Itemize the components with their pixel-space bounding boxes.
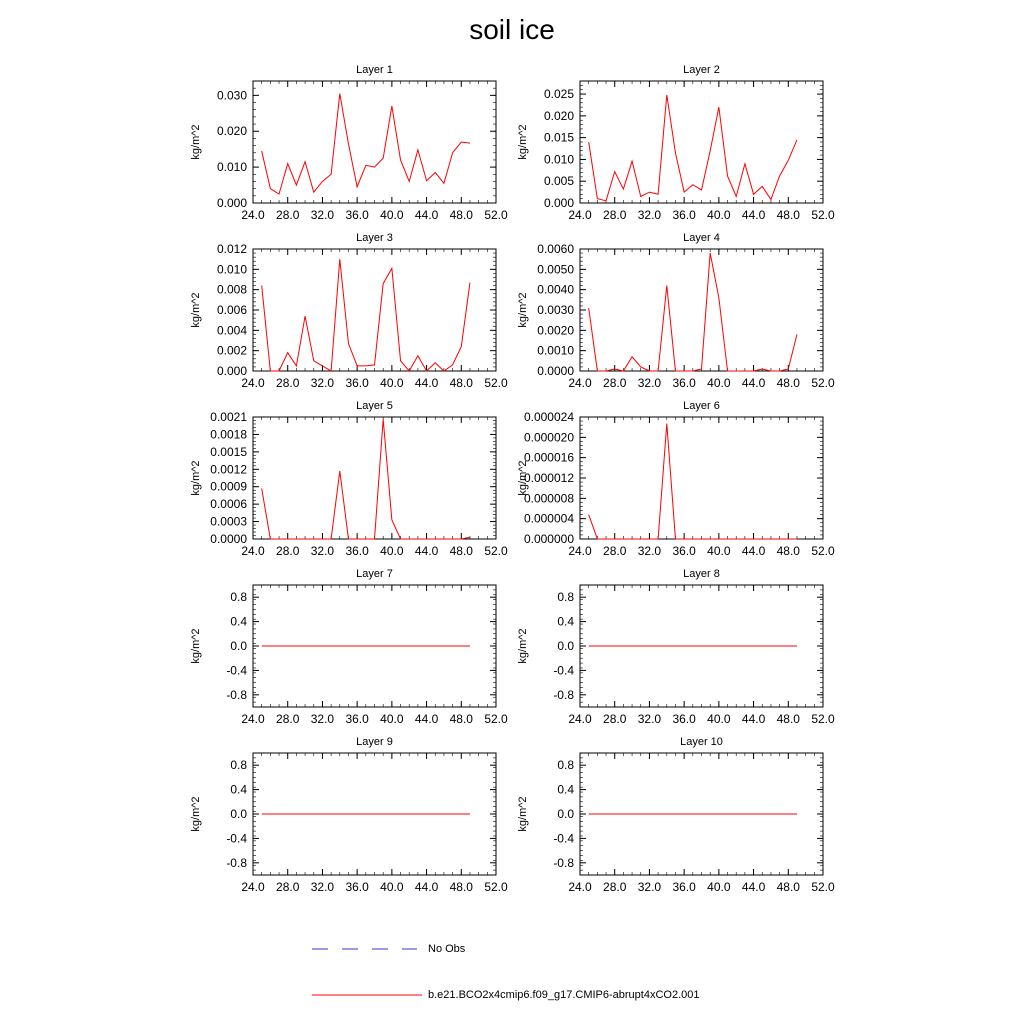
y-tick-label: 0.0000 bbox=[537, 364, 574, 378]
y-tick-label: 0.010 bbox=[543, 152, 574, 167]
y-tick-label: -0.8 bbox=[226, 855, 247, 870]
x-tick-label: 40.0 bbox=[380, 376, 404, 390]
y-tick-label: 0.006 bbox=[216, 303, 247, 317]
y-tick-label: 0.0 bbox=[557, 807, 574, 821]
x-tick-label: 36.0 bbox=[672, 376, 696, 390]
x-tick-label: 24.0 bbox=[568, 376, 592, 390]
x-tick-label: 24.0 bbox=[241, 712, 265, 726]
x-tick-label: 36.0 bbox=[672, 544, 696, 558]
x-tick-label: 28.0 bbox=[276, 544, 300, 558]
x-tick-label: 32.0 bbox=[637, 544, 662, 558]
x-tick-label: 24.0 bbox=[568, 208, 592, 222]
chart-layer-1 bbox=[190, 64, 508, 222]
x-tick-label: 40.0 bbox=[707, 376, 731, 390]
y-tick-label: 0.0020 bbox=[537, 323, 574, 338]
x-tick-label: 24.0 bbox=[241, 544, 265, 558]
x-tick-label: 44.0 bbox=[741, 880, 766, 894]
x-tick-label: 36.0 bbox=[345, 544, 369, 558]
y-tick-label: 0.0006 bbox=[210, 497, 247, 512]
chart-title: Layer 9 bbox=[356, 736, 393, 748]
chart-title: Layer 6 bbox=[683, 400, 720, 412]
y-tick-label: 0.4 bbox=[230, 614, 247, 629]
y-tick-label: 0.020 bbox=[216, 124, 247, 139]
x-tick-label: 48.0 bbox=[776, 376, 800, 390]
x-tick-label: 44.0 bbox=[414, 712, 439, 726]
chart-title: Layer 2 bbox=[683, 64, 720, 76]
y-tick-label: -0.4 bbox=[226, 663, 247, 678]
plot-frame bbox=[253, 249, 496, 371]
y-tick-label: 0.000000 bbox=[523, 532, 574, 546]
y-axis-label: kg/m^2 bbox=[190, 460, 202, 496]
y-tick-label: 0.000024 bbox=[523, 410, 574, 424]
y-tick-label: 0.012 bbox=[216, 242, 247, 256]
x-tick-label: 52.0 bbox=[484, 880, 508, 894]
x-tick-label: 40.0 bbox=[707, 208, 731, 222]
y-tick-label: 0.0000 bbox=[210, 532, 247, 546]
y-tick-label: 0.0012 bbox=[210, 462, 247, 477]
y-tick-label: 0.0015 bbox=[210, 444, 247, 459]
y-tick-label: 0.000004 bbox=[523, 511, 574, 526]
x-tick-label: 32.0 bbox=[637, 880, 662, 894]
legend-obs-label: No Obs bbox=[428, 943, 466, 955]
y-tick-label: 0.002 bbox=[216, 343, 247, 358]
y-axis-label: kg/m^2 bbox=[517, 460, 529, 496]
x-tick-label: 24.0 bbox=[568, 544, 592, 558]
y-axis-label: kg/m^2 bbox=[517, 628, 529, 664]
chart-layer-6 bbox=[517, 400, 835, 558]
chart-title: Layer 4 bbox=[683, 232, 720, 244]
y-tick-label: 0.0 bbox=[230, 639, 247, 653]
y-tick-label: 0.8 bbox=[230, 590, 247, 605]
y-tick-label: 0.0018 bbox=[210, 427, 247, 442]
x-tick-label: 44.0 bbox=[741, 712, 766, 726]
y-axis-label: kg/m^2 bbox=[517, 124, 529, 160]
x-tick-label: 32.0 bbox=[637, 376, 662, 390]
x-tick-label: 44.0 bbox=[414, 880, 439, 894]
x-tick-label: 28.0 bbox=[603, 544, 627, 558]
y-tick-label: 0.025 bbox=[543, 87, 574, 102]
x-tick-label: 48.0 bbox=[776, 208, 800, 222]
x-tick-label: 24.0 bbox=[568, 712, 592, 726]
legend-obs-line bbox=[312, 943, 420, 955]
y-tick-label: 0.0003 bbox=[210, 514, 247, 529]
chart-layer-9 bbox=[190, 736, 508, 894]
x-tick-label: 40.0 bbox=[380, 544, 404, 558]
y-tick-label: 0.000 bbox=[216, 364, 247, 378]
y-tick-label: 0.8 bbox=[557, 758, 574, 773]
x-tick-label: 36.0 bbox=[345, 712, 369, 726]
y-tick-label: 0.0040 bbox=[537, 282, 574, 297]
y-tick-label: 0.0 bbox=[230, 807, 247, 821]
y-tick-label: 0.0021 bbox=[210, 410, 247, 424]
x-tick-label: 24.0 bbox=[241, 880, 265, 894]
x-tick-label: 44.0 bbox=[414, 544, 439, 558]
x-tick-label: 44.0 bbox=[741, 544, 766, 558]
x-tick-label: 40.0 bbox=[380, 712, 404, 726]
x-tick-label: 24.0 bbox=[568, 880, 592, 894]
x-tick-label: 28.0 bbox=[603, 208, 627, 222]
x-tick-label: 44.0 bbox=[741, 376, 766, 390]
x-tick-label: 40.0 bbox=[707, 544, 731, 558]
x-tick-label: 48.0 bbox=[449, 208, 473, 222]
y-axis-label: kg/m^2 bbox=[517, 292, 529, 328]
y-tick-label: 0.4 bbox=[230, 782, 247, 797]
y-tick-label: -0.8 bbox=[226, 687, 247, 702]
y-tick-label: 0.010 bbox=[216, 262, 247, 277]
x-tick-label: 28.0 bbox=[276, 712, 300, 726]
y-axis-label: kg/m^2 bbox=[190, 796, 202, 832]
x-tick-label: 28.0 bbox=[276, 880, 300, 894]
x-tick-label: 52.0 bbox=[811, 880, 835, 894]
y-tick-label: 0.0009 bbox=[210, 479, 247, 494]
x-tick-label: 48.0 bbox=[776, 880, 800, 894]
y-axis-label: kg/m^2 bbox=[517, 796, 529, 832]
plot-frame bbox=[580, 249, 823, 371]
x-tick-label: 52.0 bbox=[811, 376, 835, 390]
y-tick-label: 0.015 bbox=[543, 130, 574, 145]
series-line bbox=[589, 95, 797, 201]
plot-frame bbox=[580, 81, 823, 203]
x-tick-label: 28.0 bbox=[603, 712, 627, 726]
x-tick-label: 40.0 bbox=[707, 880, 731, 894]
plot-frame bbox=[580, 417, 823, 539]
x-tick-label: 32.0 bbox=[310, 208, 335, 222]
series-line bbox=[262, 94, 470, 194]
x-tick-label: 48.0 bbox=[449, 880, 473, 894]
legend-model-line bbox=[312, 989, 424, 1001]
x-tick-label: 52.0 bbox=[484, 376, 508, 390]
x-tick-label: 40.0 bbox=[707, 712, 731, 726]
x-tick-label: 36.0 bbox=[672, 712, 696, 726]
x-tick-label: 48.0 bbox=[776, 544, 800, 558]
y-tick-label: 0.000008 bbox=[523, 491, 574, 506]
chart-layer-8 bbox=[517, 568, 835, 726]
chart-title: Layer 3 bbox=[356, 232, 393, 244]
chart-title: Layer 5 bbox=[356, 400, 393, 412]
series-line bbox=[262, 419, 470, 539]
x-tick-label: 28.0 bbox=[603, 376, 627, 390]
x-tick-label: 32.0 bbox=[310, 712, 335, 726]
x-tick-label: 48.0 bbox=[776, 712, 800, 726]
y-tick-label: 0.4 bbox=[557, 614, 574, 629]
y-tick-label: 0.0030 bbox=[537, 303, 574, 317]
chart-layer-2 bbox=[517, 64, 835, 222]
y-tick-label: 0.0060 bbox=[537, 242, 574, 256]
y-axis-label: kg/m^2 bbox=[190, 292, 202, 328]
x-tick-label: 48.0 bbox=[449, 376, 473, 390]
x-tick-label: 32.0 bbox=[637, 712, 662, 726]
y-axis-label: kg/m^2 bbox=[190, 628, 202, 664]
y-tick-label: 0.000016 bbox=[523, 450, 574, 465]
x-tick-label: 36.0 bbox=[345, 208, 369, 222]
x-tick-label: 24.0 bbox=[241, 376, 265, 390]
legend-model-label: b.e21.BCO2x4cmip6.f09_g17.CMIP6-abrupt4xCO2.001 bbox=[428, 989, 700, 1001]
x-tick-label: 52.0 bbox=[811, 544, 835, 558]
x-tick-label: 36.0 bbox=[672, 880, 696, 894]
x-tick-label: 32.0 bbox=[310, 544, 335, 558]
y-tick-label: 0.020 bbox=[543, 108, 574, 123]
x-tick-label: 32.0 bbox=[310, 880, 335, 894]
chart-layer-7 bbox=[190, 568, 508, 726]
y-tick-label: 0.030 bbox=[216, 88, 247, 103]
x-tick-label: 48.0 bbox=[449, 544, 473, 558]
x-tick-label: 44.0 bbox=[414, 208, 439, 222]
y-tick-label: 0.005 bbox=[543, 174, 574, 189]
chart-title: Layer 10 bbox=[680, 736, 723, 748]
y-tick-label: -0.8 bbox=[553, 855, 574, 870]
x-tick-label: 44.0 bbox=[741, 208, 766, 222]
chart-layer-3 bbox=[190, 232, 508, 390]
series-line bbox=[589, 424, 797, 539]
y-tick-label: -0.4 bbox=[553, 831, 574, 846]
chart-title: Layer 1 bbox=[356, 64, 393, 76]
x-tick-label: 32.0 bbox=[310, 376, 335, 390]
y-tick-label: 0.000012 bbox=[523, 471, 574, 485]
y-tick-label: 0.010 bbox=[216, 160, 247, 175]
y-tick-label: 0.000 bbox=[543, 196, 574, 210]
chart-layer-4 bbox=[517, 232, 835, 390]
y-tick-label: -0.4 bbox=[553, 663, 574, 678]
x-tick-label: 28.0 bbox=[603, 880, 627, 894]
y-tick-label: 0.004 bbox=[216, 323, 247, 338]
chart-layer-5 bbox=[190, 400, 508, 558]
y-tick-label: 0.8 bbox=[230, 758, 247, 773]
x-tick-label: 32.0 bbox=[637, 208, 662, 222]
y-tick-label: 0.4 bbox=[557, 782, 574, 797]
x-tick-label: 36.0 bbox=[345, 376, 369, 390]
y-tick-label: 0.000020 bbox=[523, 430, 574, 445]
chart-title: Layer 7 bbox=[356, 568, 393, 580]
x-tick-label: 36.0 bbox=[345, 880, 369, 894]
y-tick-label: 0.000 bbox=[216, 196, 247, 210]
plot-frame bbox=[253, 81, 496, 203]
x-tick-label: 52.0 bbox=[484, 208, 508, 222]
series-line bbox=[589, 253, 797, 371]
x-tick-label: 40.0 bbox=[380, 208, 404, 222]
x-tick-label: 24.0 bbox=[241, 208, 265, 222]
y-tick-label: 0.0010 bbox=[537, 343, 574, 358]
x-tick-label: 52.0 bbox=[484, 544, 508, 558]
y-axis-label: kg/m^2 bbox=[190, 124, 202, 160]
x-tick-label: 52.0 bbox=[484, 712, 508, 726]
y-tick-label: -0.4 bbox=[226, 831, 247, 846]
y-tick-label: 0.0050 bbox=[537, 262, 574, 277]
x-tick-label: 48.0 bbox=[449, 712, 473, 726]
y-tick-label: 0.008 bbox=[216, 282, 247, 297]
y-tick-label: 0.8 bbox=[557, 590, 574, 605]
chart-title: Layer 8 bbox=[683, 568, 720, 580]
x-tick-label: 44.0 bbox=[414, 376, 439, 390]
chart-layer-10 bbox=[517, 736, 835, 894]
y-tick-label: -0.8 bbox=[553, 687, 574, 702]
x-tick-label: 36.0 bbox=[672, 208, 696, 222]
x-tick-label: 40.0 bbox=[380, 880, 404, 894]
y-tick-label: 0.0 bbox=[557, 639, 574, 653]
series-line bbox=[262, 259, 470, 371]
x-tick-label: 52.0 bbox=[811, 208, 835, 222]
page-title: soil ice bbox=[469, 14, 555, 45]
x-tick-label: 28.0 bbox=[276, 376, 300, 390]
x-tick-label: 28.0 bbox=[276, 208, 300, 222]
x-tick-label: 52.0 bbox=[811, 712, 835, 726]
plot-frame bbox=[253, 417, 496, 539]
